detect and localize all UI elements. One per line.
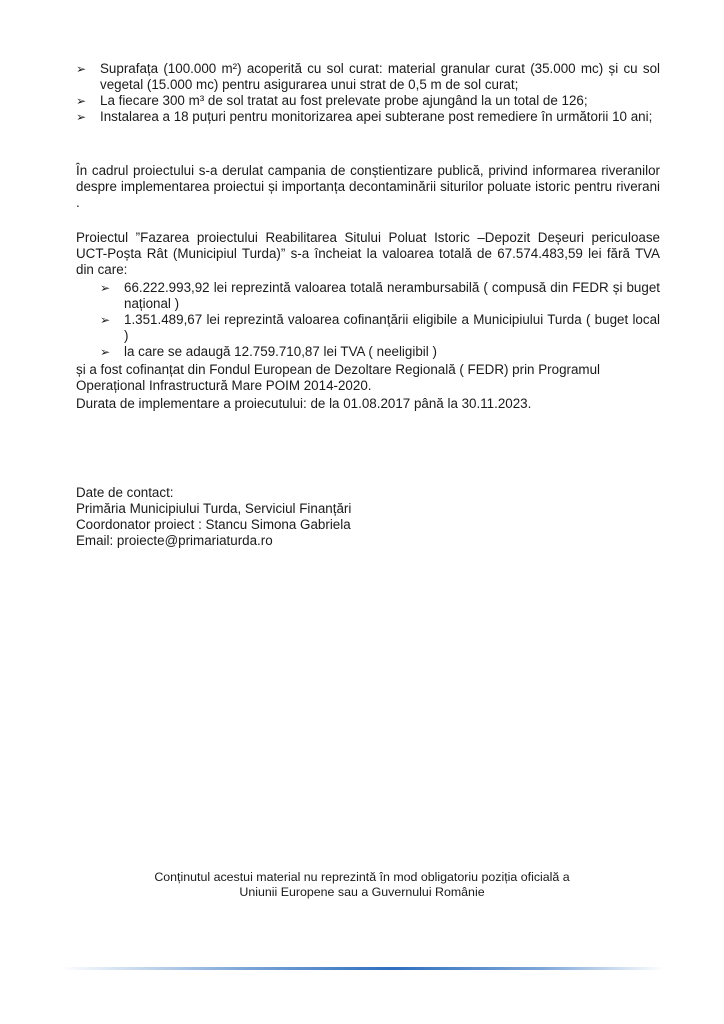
contact-coordinator: Coordonator proiect : Stancu Simona Gabriela [76,517,351,532]
bullet-text: Instalarea a 18 puțuri pentru monitorizarea apei subterane post remediere în următorii 10 ani; [100,109,653,124]
arrow-bullet-icon: ➢ [100,345,111,359]
list-item [100,280,660,312]
bullet-text: La fiecare 300 m³ de sol tratat au fost prelevate probe ajungând la un total de 126; [100,93,588,108]
list-item [100,312,660,344]
cofinance-text: și a fost cofinanțat din Fondul European de Dezoltare Regională ( FEDR) prin Programul Operațional Infrastructură Mare POIM 2014-2020. [76,362,600,393]
list-item [76,93,660,109]
contact-email: Email: proiecte@primariaturda.ro [76,533,273,548]
arrow-bullet-icon: ➢ [100,313,111,327]
bullet-text: Suprafața (100.000 m²) acoperită cu sol curat: material granular curat (35.000 mc) și cu sol vegetal (15.000 mc) pentru asigurarea unui strat de 0,5 m de sol curat; [100,61,660,92]
bullet-text: 66.222.993,92 lei reprezintă valoarea totală nerambursabilă ( compusă din FEDR și buget național ) [124,280,660,311]
arrow-bullet-icon: ➢ [76,94,87,108]
list-item [76,109,660,125]
footer-divider [60,967,664,970]
values-bullet-list [100,280,660,360]
contact-institution: Primăria Municipiului Turda, Serviciul Finanțări [76,501,352,516]
top-bullet-list [76,61,660,125]
arrow-bullet-icon: ➢ [76,62,87,76]
arrow-bullet-icon: ➢ [76,110,87,124]
list-item [100,344,660,360]
contact-heading: Date de contact: [76,485,174,500]
arrow-bullet-icon: ➢ [100,281,111,295]
footer-disclaimer [100,870,624,900]
duration-text: Durata de implementare a proiecutului: de la 01.08.2017 până la 30.11.2023. [76,396,532,411]
list-item [76,61,660,93]
awareness-paragraph: În cadrul proiectului s-a derulat campania de conștientizare publică, privind informarea riveranilor despre implementarea proiectui și importanța decontaminării siturilor poluate istoric pentru riverani . [76,163,660,210]
bullet-text: la care se adaugă 12.759.710,87 lei TVA ( neeligibil ) [124,344,437,359]
contact-block [76,485,660,549]
project-paragraph: Proiectul ”Fazarea proiectului Reabilitarea Sitului Poluat Istoric –Depozit Deșeuri periculoase UCT-Poșta Rât (Municipiul Turda)” s-a încheiat la valoarea totală de 67.574.483,59 lei fără TVA din care: [76,230,660,277]
bullet-text: 1.351.489,67 lei reprezintă valoarea cofinanțării eligibile a Municipiului Turda ( buget local ) [124,312,660,343]
footer-line-1: Conținutul acestui material nu reprezintă în mod obligatoriu poziția oficială a [154,870,570,884]
footer-line-2: Uniunii Europene sau a Guvernului Românie [239,885,485,899]
